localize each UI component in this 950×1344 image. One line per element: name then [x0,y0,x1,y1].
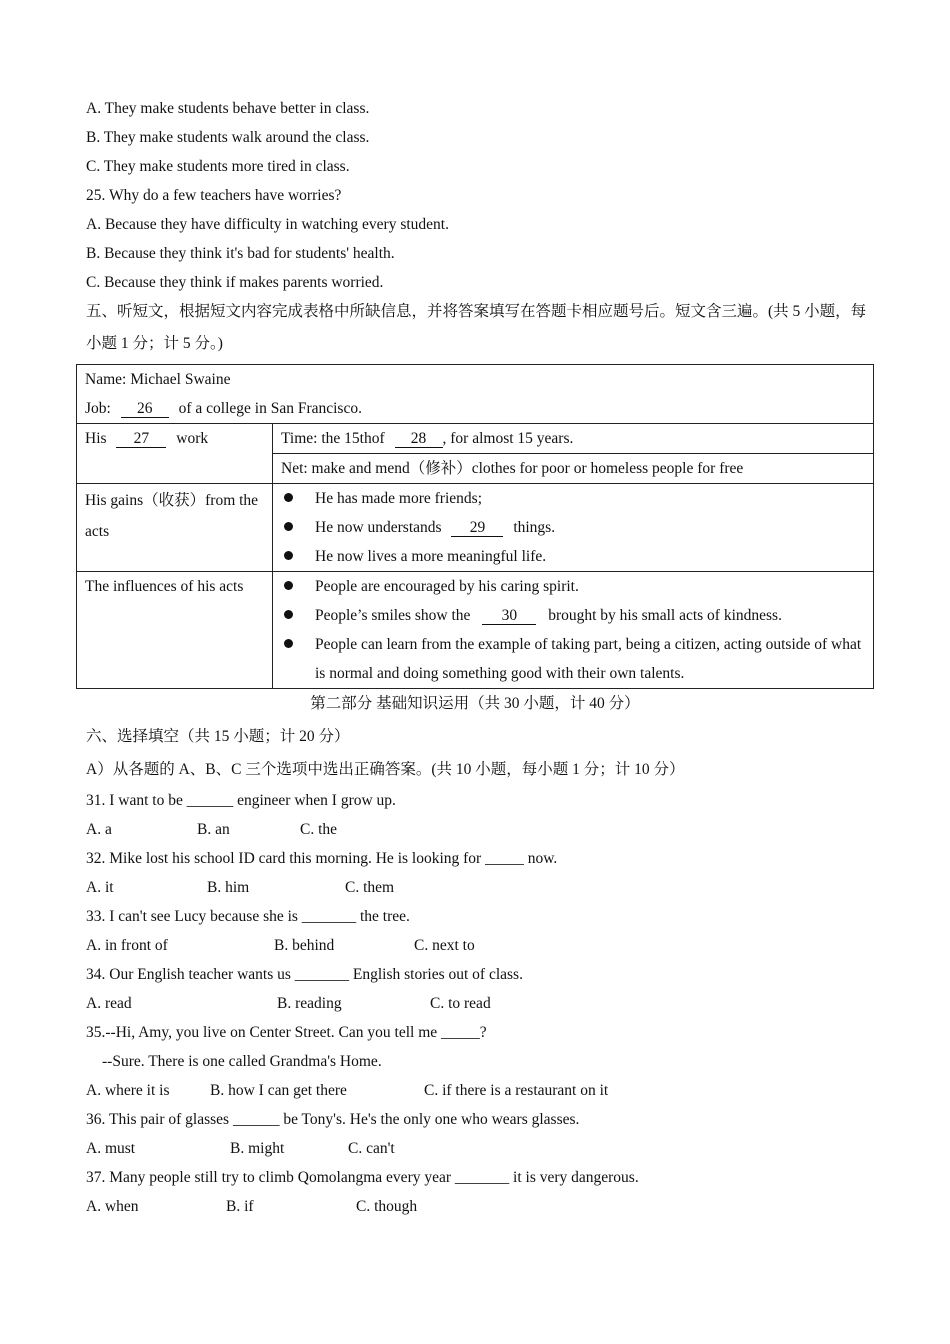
q34-option-a: A. read [86,995,132,1012]
q36-option-c: C. can't [348,1140,395,1157]
q37-option-a: A. when [86,1198,139,1215]
q32-stem: 32. Mike lost his school ID card this morning. He is looking for _____ now. [86,850,558,867]
blank-30: 30 [482,608,536,625]
q36-option-b: B. might [230,1140,285,1157]
info-table [76,364,874,689]
name-field: Name: Michael Swaine [85,371,231,388]
time-cell: Time: the 15thof 28 , for almost 15 years. [273,424,874,454]
net-cell: Net: make and mend（修补）clothes for poor or homeless people for free [273,454,874,484]
table-row [77,572,874,689]
list-item: People are encouraged by his caring spirit. [281,572,865,601]
q35-option-b: B. how I can get there [210,1082,347,1099]
q37-option-c: C. though [356,1198,418,1215]
table-row [77,484,874,572]
q31-option-b: B. an [197,821,230,838]
blank-29: 29 [451,520,503,537]
section6-heading: 六、选择填空（共 15 小题；计 20 分） [86,728,350,745]
sectionA-instruction: A）从各题的 A、B、C 三个选项中选出正确答案。(共 10 小题，每小题 1 分；计 10 分） [86,761,685,778]
blank-27: 27 [116,431,166,448]
q24-option-c: C. They make students more tired in class. [86,158,350,175]
q31-stem: 31. I want to be ______ engineer when I grow up. [86,792,396,809]
q34-stem: 34. Our English teacher wants us _______ English stories out of class. [86,966,523,983]
job-field: Job: 26 of a college in San Francisco. [85,400,362,417]
q25-option-a: A. Because they have difficulty in watching every student. [86,216,449,233]
q33-option-c: C. next to [414,937,475,954]
q32-option-c: C. them [345,879,395,896]
work-label: work [176,430,209,447]
q35-option-a: A. where it is [86,1082,170,1099]
q33-stem: 33. I can't see Lucy because she is _______ the tree. [86,908,410,925]
q34-option-c: C. to read [430,995,491,1012]
q35-stem-reply: --Sure. There is one called Grandma's Home. [102,1053,382,1070]
influence-list [281,572,865,688]
q36-stem: 36. This pair of glasses ______ be Tony's. He's the only one who wears glasses. [86,1111,580,1128]
list-item: He has made more friends; [281,484,865,513]
q32-option-a: A. it [86,879,114,896]
q25-option-b: B. Because they think it's bad for students' health. [86,245,395,262]
q31-option-a: A. a [86,821,112,838]
q35-stem: 35.--Hi, Amy, you live on Center Street. Can you tell me _____? [86,1024,487,1041]
part2-heading: 第二部分 基础知识运用（共 30 小题，计 40 分） [310,695,640,712]
list-item: He now lives a more meaningful life. [281,542,865,571]
section5-instruction: 五、听短文，根据短文内容完成表格中所缺信息，并将答案填写在答题卡相应题号后。短文含三遍。(共 5 小题，每小题 1 分；计 5 分。) [86,303,867,352]
table-row [77,365,874,424]
q25-option-c: C. Because they think if makes parents worried. [86,274,384,291]
table-row [77,424,874,454]
influence-label: The influences of his acts [77,572,273,689]
q31-option-c: C. the [300,821,338,838]
q36-option-a: A. must [86,1140,136,1157]
q37-stem: 37. Many people still try to climb Qomolangma every year _______ it is very dangerous. [86,1169,639,1186]
list-item: He now understands 29 things. [281,513,865,542]
q33-option-b: B. behind [274,937,335,954]
q24-option-a: A. They make students behave better in class. [86,100,370,117]
q25-stem: 25. Why do a few teachers have worries? [86,187,342,204]
gains-label: His gains（收获）from the acts [77,484,273,572]
blank-26: 26 [121,401,169,418]
q24-option-b: B. They make students walk around the class. [86,129,370,146]
q33-option-a: A. in front of [86,937,168,954]
blank-28: 28 [395,431,443,448]
q34-option-b: B. reading [277,995,342,1012]
list-item: People can learn from the example of taking part, being a citizen, acting outside of what is normal and doing something good with their own talents. [281,630,865,688]
q37-option-b: B. if [226,1198,254,1215]
list-item: People’s smiles show the 30 brought by his small acts of kindness. [281,601,865,630]
q32-option-b: B. him [207,879,250,896]
q35-option-c: C. if there is a restaurant on it [424,1082,609,1099]
gains-list [281,484,865,571]
his-label: His [85,430,107,447]
